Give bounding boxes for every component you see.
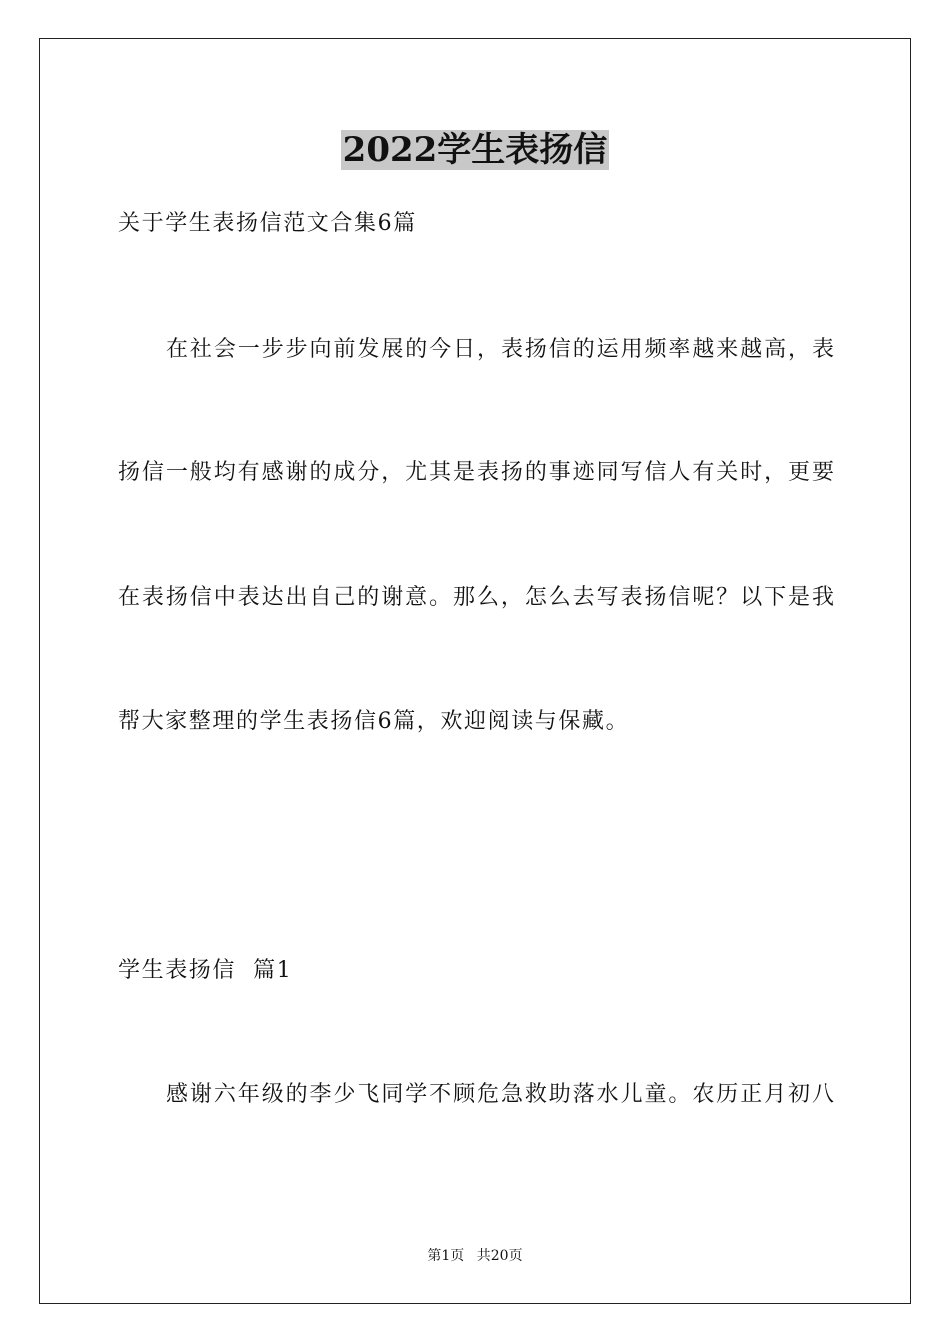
intro-line-3: 在表扬信中表达出自己的谢意。那么，怎么去写表扬信呢？以下是我 — [118, 585, 834, 610]
document-title-text: 2022学生表扬信 — [342, 130, 608, 170]
document-subtitle: 关于学生表扬信范文合集6篇 — [118, 211, 417, 236]
intro-line-2: 扬信一般均有感谢的成分，尤其是表扬的事迹同写信人有关时，更要 — [118, 460, 834, 485]
page-total: 共20页 — [476, 1248, 523, 1264]
intro-line-1: 在社会一步步向前发展的今日，表扬信的运用频率越来越高，表 — [166, 337, 834, 362]
document-title — [0, 128, 950, 172]
page-footer — [0, 1247, 950, 1265]
section-first-line: 感谢六年级的李少飞同学不顾危急救助落水儿童。农历正月初八 — [166, 1082, 834, 1107]
intro-line-4: 帮大家整理的学生表扬信6篇，欢迎阅读与保藏。 — [118, 709, 630, 734]
page-number: 第1页 — [427, 1248, 465, 1264]
section-heading: 学生表扬信 篇1 — [118, 958, 293, 983]
